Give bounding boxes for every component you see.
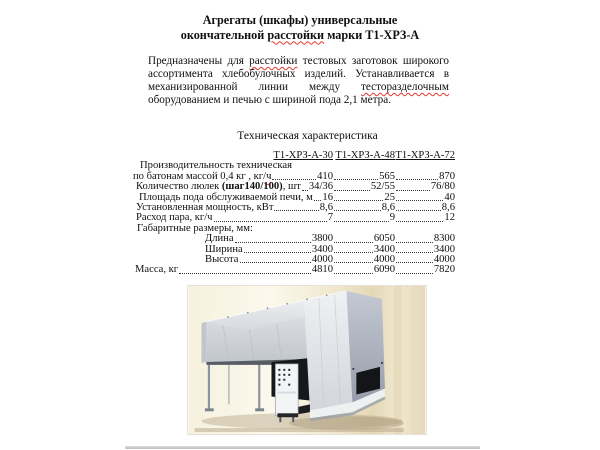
table-row [133,224,455,234]
dot-leader [396,252,433,253]
text-run: (шаг140/100) [221,181,283,193]
spec-value: 52/55 [370,181,395,193]
text-run: Предназначены для [148,55,250,67]
dot-leader [214,221,327,222]
dot-leader [396,262,433,263]
text-run: марки Т1-ХРЗ-А [324,27,420,42]
dot-leader [396,179,438,180]
table-column-header: Т1-ХРЗ-А-72 [395,149,455,161]
text-run: Производительность техническая [140,160,292,172]
spec-value: 4000 [433,253,455,265]
spec-value: 4810 [311,264,333,276]
dot-leader [274,210,318,211]
spec-value: 8,6 [381,201,395,213]
table-column-header: Т1-ХРЗ-А-30 [273,149,333,161]
dot-leader [235,242,311,243]
dot-leader [240,262,311,263]
spec-value: 3800 [311,233,333,245]
machine-leg [208,365,210,409]
control-panel [275,364,298,415]
text-run: Габаритные размеры, мм: [137,222,253,234]
spec-value: 4000 [311,253,333,265]
spec-value: 8,6 [319,201,333,213]
text-run: Количество люлек [136,181,222,193]
title-line-1 [0,13,600,28]
title-line-2 [0,28,600,43]
spec-value: 7820 [433,264,455,276]
table-row [133,245,455,255]
machine-rear-leg [228,365,230,404]
dot-leader [334,262,373,263]
text-run: тестовых заготовок широкого [297,55,449,67]
text-run: Длина [205,233,234,245]
spec-value: 12 [444,212,455,224]
text-run: ассортимента хлебобулочных изделий. Устанавливается в [148,68,449,80]
dot-leader [334,210,381,211]
text-run: Агрегаты (шкафы) универсальные [202,13,398,27]
text-run: Расход пара, кг/ч [136,212,213,224]
dot-leader [396,273,433,274]
misspelled-word: тесторазделочным [361,81,449,93]
spec-value: 34/36 [308,181,333,193]
paragraph-line [148,94,449,107]
text-run: Масса, кг [135,264,179,276]
text-run: механизированной линии между [148,81,362,93]
text-run: Установленная мощность, кВт [136,201,274,213]
dot-leader [334,190,370,191]
bottom-frame-edge [125,446,480,449]
spec-value: 9 [389,212,395,224]
spec-value: 3400 [311,243,333,255]
spec-value: 7 [327,212,333,224]
machine-leg [258,363,260,409]
spec-value: 16 [322,191,333,203]
dot-leader [302,190,308,191]
spec-table [133,151,455,276]
dot-leader [396,242,433,243]
spec-value: 3400 [433,243,455,255]
dot-leader [396,200,443,201]
document-title [0,13,600,42]
dot-leader [396,190,430,191]
spec-value: 3400 [373,243,395,255]
misspelled-word: ч [266,170,272,182]
text-run: по батонам массой 0,4 кг , кг/ [133,170,267,182]
spec-value: 40 [444,191,455,203]
dot-leader [334,179,378,180]
text-run: , шт [282,181,301,193]
text-run: Площадь пода обслуживаемой печи, м [139,191,313,203]
dot-leader [179,273,311,274]
dot-leader [314,200,322,201]
text-run: окончательной [180,27,268,42]
spec-value: 6050 [373,233,395,245]
spec-value: 6090 [373,264,395,276]
intro-paragraph [148,55,449,107]
dot-leader [334,221,389,222]
spec-value: 565 [379,170,395,182]
spec-value: 4000 [373,253,395,265]
dot-leader [244,252,311,253]
spec-value: 25 [384,191,395,203]
spec-value: 410 [317,170,333,182]
spec-value: 76/80 [430,181,455,193]
spec-label [133,265,178,275]
paragraph-line [148,55,449,68]
spec-value: 8,6 [441,201,455,213]
text-run: Высота [205,253,239,265]
dot-leader [396,221,443,222]
spec-label [133,224,253,234]
section-heading: Техническая характеристика [237,130,378,142]
dot-leader [334,252,373,253]
text-run: оборудованием и печью с шириной пода 2,1 метра. [148,94,391,106]
table-column-header: Т1-ХРЗ-А-48 [335,149,395,161]
misspelled-word: расстойки [267,27,325,42]
dot-leader [334,273,373,274]
dot-leader [334,242,373,243]
dot-leader [334,200,383,201]
dot-leader [396,210,441,211]
paragraph-line [148,68,449,81]
cabinet-front [304,291,352,410]
machine-photo [187,285,427,435]
misspelled-word: расстойки [249,55,298,67]
table-row [133,234,455,244]
dot-leader [272,179,316,180]
text-run: Ширина [205,243,243,255]
paragraph-line [148,81,449,94]
spec-value: 870 [439,170,455,182]
spec-value: 8300 [433,233,455,245]
table-row [133,265,455,275]
table-row [133,255,455,265]
